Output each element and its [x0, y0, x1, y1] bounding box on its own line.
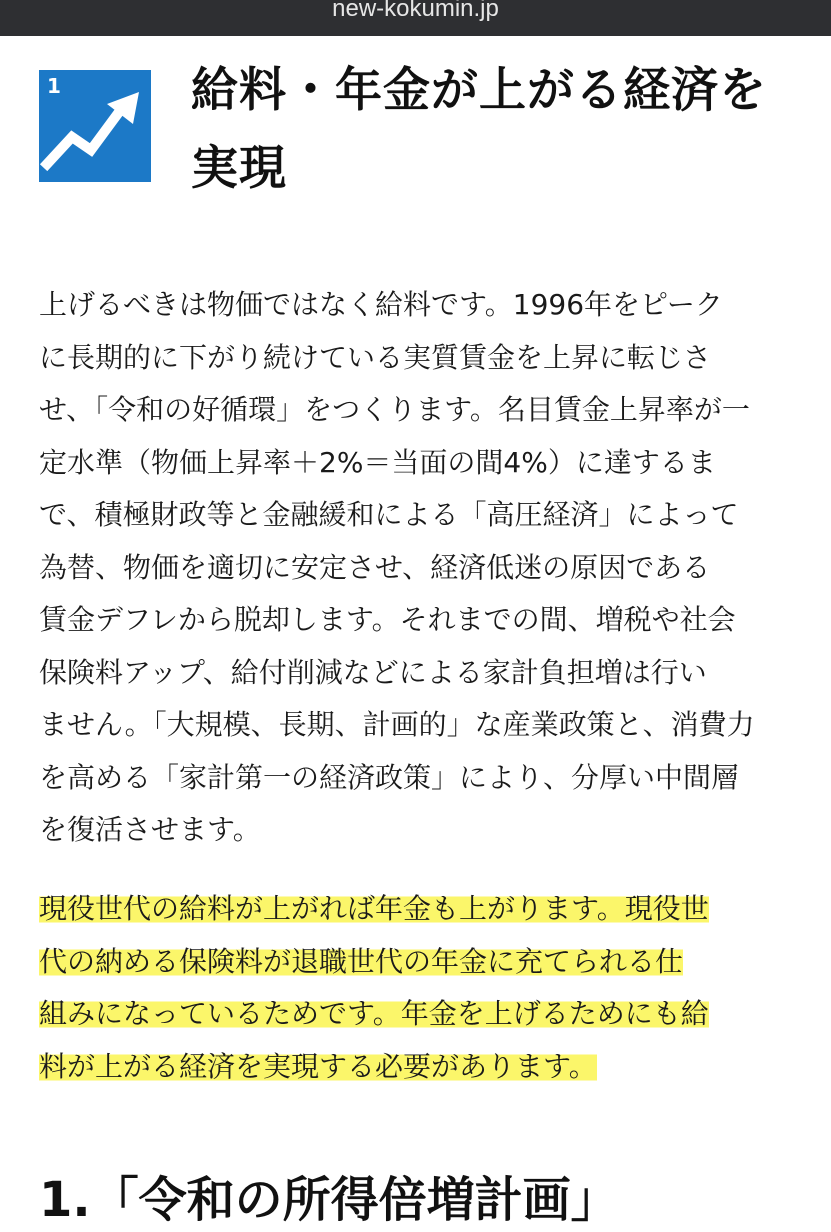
title-line-2: 実現 — [191, 141, 287, 196]
body-paragraph-2-highlighted — [39, 883, 799, 1093]
highlight-mark: 代の納める保険料が退職世代の年金に充てられる仕 — [39, 944, 684, 978]
highlight-mark: 組みになっているためです。年金を上げるためにも給 — [39, 997, 709, 1030]
paragraph-line: 為替、物価を適切に安定させ、経済低迷の原因である — [39, 550, 711, 584]
paragraph-line: せ、「令和の好循環」をつくります。名目賃金上昇率が一 — [39, 393, 750, 426]
paragraph-line: 保険料アップ、給付削減などによる家計負担増は行い — [39, 655, 707, 689]
highlighted-line — [39, 883, 799, 936]
highlight-mark: 料が上がる経済を実現する必要があります。 — [39, 1049, 597, 1083]
paragraph-line: ません。「大規模、長期、計画的」な産業政策と、消費力 — [39, 708, 755, 741]
highlight-mark: 現役世代の給料が上がれば年金も上がります。現役世 — [39, 892, 709, 925]
browser-url-bar[interactable] — [0, 0, 831, 36]
paragraph-line: に長期的に下がり続けている実質賃金を上昇に転じさ — [39, 340, 712, 374]
paragraph-line: 上げるべきは物価ではなく給料です。1996年をピーク — [39, 288, 723, 321]
paragraph-line: を復活させます。 — [39, 813, 261, 846]
body-paragraph-1 — [39, 279, 799, 857]
highlighted-line — [39, 1041, 799, 1094]
paragraph-line: 賃金デフレから脱却します。それまでの間、増税や社会 — [39, 603, 736, 636]
badge-number: 1 — [47, 74, 61, 98]
next-section-heading: 1.「令和の所得倍増計画」 — [39, 1172, 619, 1228]
title-line-1: 給料・年金が上がる経済を — [191, 63, 767, 118]
paragraph-line: を高める「家計第一の経済政策」により、分厚い中間層 — [39, 760, 740, 794]
paragraph-line: 定水準（物価上昇率＋2%＝当面の間4%）に達するま — [39, 445, 716, 479]
url-text: new-kokumin.jp — [332, 0, 499, 22]
highlighted-line — [39, 936, 799, 989]
highlighted-line — [39, 988, 799, 1041]
page-title — [191, 52, 811, 208]
paragraph-line: で、積極財政等と金融緩和による「高圧経済」によって — [39, 498, 739, 531]
section-number-badge — [39, 70, 151, 182]
